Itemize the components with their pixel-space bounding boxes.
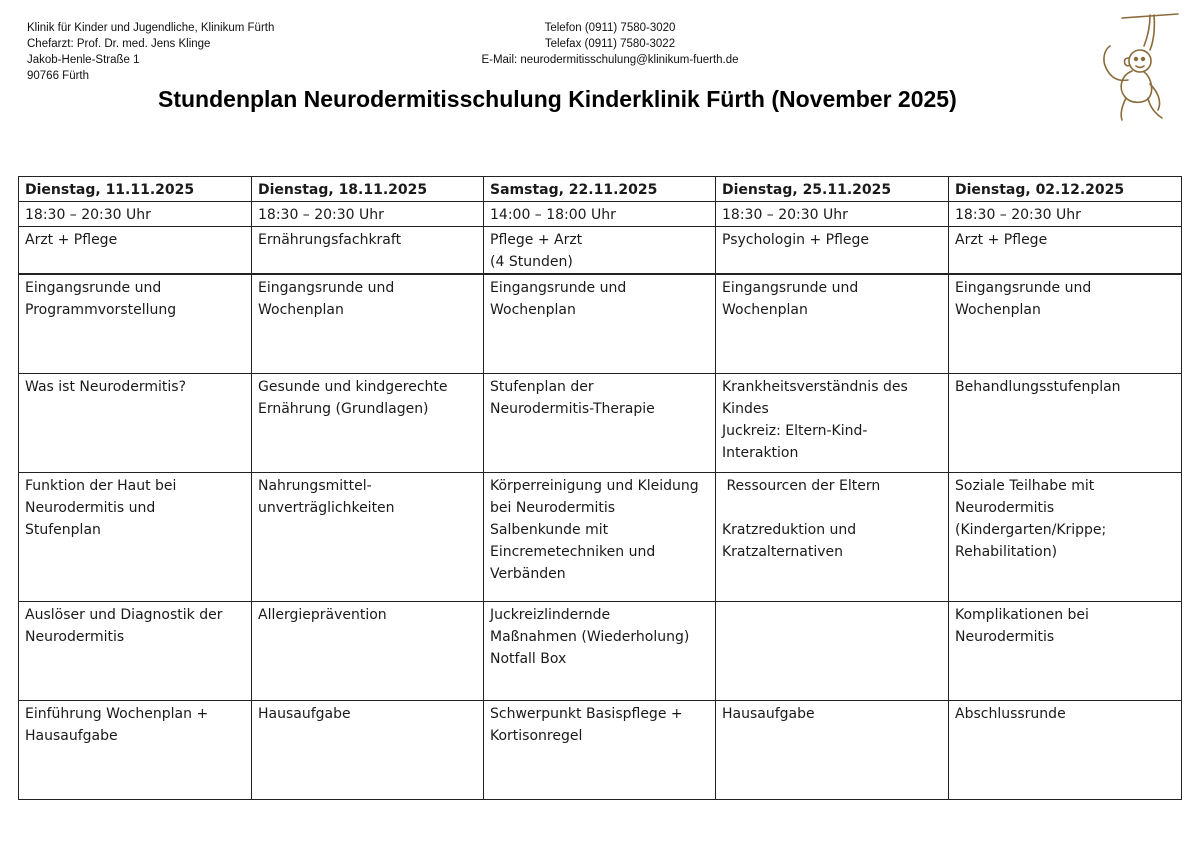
- topic-cell: [252, 701, 484, 800]
- cell-text-line: Notfall Box: [490, 651, 567, 667]
- cell-text-line: (Kindergarten/Krippe;: [955, 522, 1107, 538]
- topic-cell: [484, 602, 716, 701]
- day-header: Dienstag, 18.11.2025: [252, 177, 484, 202]
- table-row-staff: [19, 227, 1182, 275]
- schedule-table: [18, 176, 1182, 800]
- staff-cell: [252, 227, 484, 275]
- topic-cell: [716, 274, 949, 374]
- cell-text-line: Neurodermitis: [955, 629, 1055, 645]
- time-cell: 18:30 – 20:30 Uhr: [716, 202, 949, 227]
- staff-cell: [484, 227, 716, 275]
- cell-text-line: Salbenkunde mit: [490, 522, 609, 538]
- cell-text-line: Juckreiz: Eltern-Kind-: [722, 423, 868, 439]
- cell-text-line: Neurodermitis: [25, 629, 125, 645]
- address-line-clinic: Klinik für Kinder und Jugendliche, Klinikum Fürth: [27, 22, 275, 34]
- day-header: Samstag, 22.11.2025: [484, 177, 716, 202]
- cell-text-line: Kratzreduktion und: [722, 522, 857, 538]
- cell-text-line: Was ist Neurodermitis?: [25, 379, 187, 395]
- cell-text-line: Soziale Teilhabe mit: [955, 478, 1095, 494]
- cell-text-line: Abschlussrunde: [955, 706, 1066, 722]
- cell-text-line: Eingangsrunde und: [258, 280, 395, 296]
- topic-cell-empty: [716, 602, 949, 701]
- cell-spacer: [722, 497, 943, 519]
- cell-text-line: Eingangsrunde und: [25, 280, 162, 296]
- cell-text-line: Eincremetechniken und: [490, 544, 656, 560]
- topic-cell: [949, 701, 1182, 800]
- table-row-days: [19, 177, 1182, 202]
- address-line-street: Jakob-Henle-Straße 1: [27, 54, 140, 66]
- cell-text-line: Gesunde und kindgerechte: [258, 379, 448, 395]
- cell-text-line: Neurodermitis und: [25, 500, 156, 516]
- time-cell: 18:30 – 20:30 Uhr: [949, 202, 1182, 227]
- topic-cell: [484, 374, 716, 473]
- topic-cell: [19, 602, 252, 701]
- cell-text-line: Neurodermitis: [955, 500, 1055, 516]
- cell-text-line: Schwerpunkt Basispflege +: [490, 706, 683, 722]
- cell-text-line: (4 Stunden): [490, 254, 573, 270]
- cell-text-line: Krankheitsverständnis des: [722, 379, 908, 395]
- time-cell: 18:30 – 20:30 Uhr: [252, 202, 484, 227]
- table-row: [19, 701, 1182, 800]
- cell-text-line: Arzt + Pflege: [25, 232, 118, 248]
- topic-cell: [716, 374, 949, 473]
- cell-text-line: Juckreizlindernde: [490, 607, 611, 623]
- cell-text-line: Hausaufgabe: [258, 706, 351, 722]
- topic-cell: [716, 473, 949, 602]
- address-line-city: 90766 Fürth: [27, 70, 90, 82]
- topic-cell: [484, 473, 716, 602]
- cell-text-line: Wochenplan: [490, 302, 576, 318]
- cell-text-line: Stufenplan: [25, 522, 101, 538]
- cell-text-line: Ernährung (Grundlagen): [258, 401, 429, 417]
- topic-cell: [252, 274, 484, 374]
- cell-text-line: Neurodermitis-Therapie: [490, 401, 655, 417]
- table-row: [19, 274, 1182, 374]
- time-cell: 14:00 – 18:00 Uhr: [484, 202, 716, 227]
- topic-cell: [484, 274, 716, 374]
- day-header: Dienstag, 02.12.2025: [949, 177, 1182, 202]
- cell-text-line: Psychologin + Pflege: [722, 232, 870, 248]
- table-row: [19, 374, 1182, 473]
- cell-text-line: Arzt + Pflege: [955, 232, 1048, 248]
- cell-text-line: Komplikationen bei: [955, 607, 1089, 623]
- topic-cell: [252, 473, 484, 602]
- cell-text-line: Pflege + Arzt: [490, 232, 583, 248]
- cell-text-line: Hausaufgabe: [722, 706, 815, 722]
- cell-text-line: Maßnahmen (Wiederholung): [490, 629, 690, 645]
- cell-text-line: Kortisonregel: [490, 728, 583, 744]
- cell-text-line: Stufenplan der: [490, 379, 594, 395]
- cell-text-line: Wochenplan: [955, 302, 1041, 318]
- cell-text-line: unverträglichkeiten: [258, 500, 395, 516]
- cell-text-line: Wochenplan: [258, 302, 344, 318]
- topic-cell: [949, 602, 1182, 701]
- topic-cell: [19, 274, 252, 374]
- cell-text-line: Eingangsrunde und: [955, 280, 1092, 296]
- cell-text-line: Kratzalternativen: [722, 544, 844, 560]
- cell-text-line: Eingangsrunde und: [722, 280, 859, 296]
- topic-cell: [949, 274, 1182, 374]
- day-header: Dienstag, 25.11.2025: [716, 177, 949, 202]
- topic-cell: [252, 602, 484, 701]
- staff-cell: [19, 227, 252, 275]
- cell-text-line: Behandlungsstufenplan: [955, 379, 1121, 395]
- cell-text-line: Körperreinigung und Kleidung: [490, 478, 699, 494]
- staff-cell: [716, 227, 949, 275]
- contact-fax: Telefax (0911) 7580-3022: [544, 38, 676, 50]
- cell-text-line: Programmvorstellung: [25, 302, 177, 318]
- topic-cell: [19, 374, 252, 473]
- page-title: Stundenplan Neurodermitisschulung Kinderklinik Fürth (November 2025): [158, 86, 957, 112]
- topic-cell: [19, 701, 252, 800]
- cell-text-line: Auslöser und Diagnostik der: [25, 607, 223, 623]
- cell-text-line: Ernährungsfachkraft: [258, 232, 402, 248]
- table-row: [19, 602, 1182, 701]
- monkey-hanging-icon: [1092, 6, 1182, 126]
- clinic-contact: [440, 20, 780, 68]
- cell-text-line: bei Neurodermitis: [490, 500, 616, 516]
- topic-cell: [484, 701, 716, 800]
- cell-text-line: Verbänden: [490, 566, 566, 582]
- address-line-chief: Chefarzt: Prof. Dr. med. Jens Klinge: [27, 38, 211, 50]
- cell-text-line: Hausaufgabe: [25, 728, 118, 744]
- cell-text-line: Einführung Wochenplan +: [25, 706, 209, 722]
- staff-cell: [949, 227, 1182, 275]
- contact-email: E-Mail: neurodermitisschulung@klinikum-fuerth.de: [481, 54, 739, 66]
- cell-text-line: Kindes: [722, 401, 769, 417]
- cell-text-line: Nahrungsmittel-: [258, 478, 372, 494]
- topic-cell: [949, 473, 1182, 602]
- cell-text-line: Eingangsrunde und: [490, 280, 627, 296]
- cell-text-line: Interaktion: [722, 445, 799, 461]
- cell-text-line: Funktion der Haut bei: [25, 478, 177, 494]
- cell-text-line: Ressourcen der Eltern: [722, 478, 881, 494]
- clinic-address: [27, 20, 274, 84]
- time-cell: 18:30 – 20:30 Uhr: [19, 202, 252, 227]
- topic-cell: [716, 701, 949, 800]
- table-row-times: [19, 202, 1182, 227]
- contact-phone: Telefon (0911) 7580-3020: [544, 22, 676, 34]
- table-row: [19, 473, 1182, 602]
- cell-text-line: Allergieprävention: [258, 607, 387, 623]
- day-header: Dienstag, 11.11.2025: [19, 177, 252, 202]
- topic-cell: [949, 374, 1182, 473]
- topic-cell: [252, 374, 484, 473]
- cell-text-line: Wochenplan: [722, 302, 808, 318]
- cell-text-line: Rehabilitation): [955, 544, 1058, 560]
- topic-cell: [19, 473, 252, 602]
